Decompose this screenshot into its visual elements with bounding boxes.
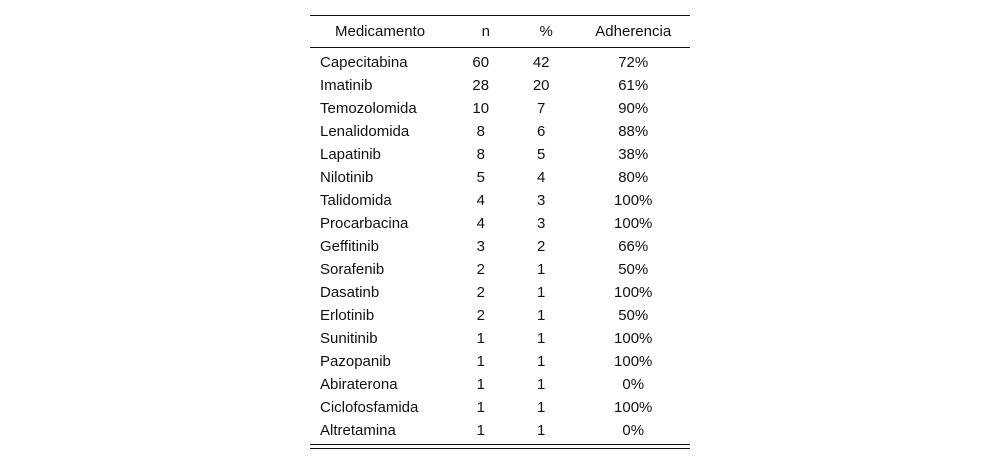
- table-row: [310, 74, 690, 97]
- cell-medication: Ciclofosfamida: [320, 399, 419, 416]
- header-row: [310, 16, 690, 48]
- table-row: [310, 48, 690, 75]
- table-row: [310, 327, 690, 350]
- table-row: [310, 189, 690, 212]
- cell-medication: Imatinib: [320, 77, 373, 94]
- cell-percent: 1: [537, 330, 546, 347]
- cell-adherence: 50%: [618, 261, 649, 278]
- cell-percent: 1: [537, 399, 546, 416]
- table-row: [310, 396, 690, 419]
- table-body: [310, 48, 690, 443]
- cell-medication: Nilotinib: [320, 169, 374, 186]
- adherence-table-container: [310, 15, 690, 449]
- cell-percent: 2: [537, 238, 546, 255]
- header-percent: %: [539, 23, 553, 40]
- cell-adherence: 80%: [618, 169, 649, 186]
- cell-n: 5: [476, 169, 485, 186]
- table-header: [310, 16, 690, 48]
- cell-percent: 42: [532, 54, 550, 71]
- cell-percent: 1: [537, 284, 546, 301]
- cell-n: 8: [476, 123, 485, 140]
- cell-percent: 1: [537, 261, 546, 278]
- cell-medication: Abiraterona: [320, 376, 398, 393]
- cell-medication: Pazopanib: [320, 353, 391, 370]
- cell-n: 2: [476, 307, 485, 324]
- table-row: [310, 373, 690, 396]
- cell-n: 10: [472, 100, 490, 117]
- cell-n: 3: [476, 238, 485, 255]
- cell-adherence: 38%: [618, 146, 649, 163]
- table-row: [310, 258, 690, 281]
- table-row: [310, 143, 690, 166]
- cell-adherence: 72%: [618, 54, 649, 71]
- cell-adherence: 100%: [614, 192, 653, 209]
- cell-n: 60: [472, 54, 490, 71]
- table-bottom-rule: [310, 444, 690, 449]
- cell-percent: 5: [537, 146, 546, 163]
- cell-adherence: 100%: [614, 399, 653, 416]
- cell-medication: Sunitinib: [320, 330, 378, 347]
- cell-medication: Temozolomida: [320, 100, 417, 117]
- cell-adherence: 88%: [618, 123, 649, 140]
- cell-n: 1: [476, 376, 485, 393]
- cell-n: 4: [476, 215, 485, 232]
- cell-n: 1: [476, 353, 485, 370]
- cell-n: 1: [476, 330, 485, 347]
- cell-medication: Erlotinib: [320, 307, 375, 324]
- cell-n: 2: [476, 261, 485, 278]
- cell-percent: 6: [537, 123, 546, 140]
- table-row: [310, 350, 690, 373]
- cell-percent: 1: [537, 422, 546, 439]
- cell-medication: Altretamina: [320, 422, 396, 439]
- cell-medication: Procarbacina: [320, 215, 409, 232]
- table-row: [310, 97, 690, 120]
- table-row: [310, 304, 690, 327]
- table-row: [310, 120, 690, 143]
- cell-percent: 1: [537, 376, 546, 393]
- cell-adherence: 90%: [618, 100, 649, 117]
- cell-adherence: 100%: [614, 215, 653, 232]
- table-row: [310, 281, 690, 304]
- cell-n: 2: [476, 284, 485, 301]
- cell-percent: 3: [537, 215, 546, 232]
- header-adherence: Adherencia: [595, 23, 672, 40]
- cell-medication: Dasatinb: [320, 284, 380, 301]
- cell-percent: 3: [537, 192, 546, 209]
- cell-n: 1: [476, 422, 485, 439]
- cell-adherence: 61%: [618, 77, 649, 94]
- cell-adherence: 0%: [622, 376, 645, 393]
- cell-adherence: 50%: [618, 307, 649, 324]
- adherence-table: [310, 15, 690, 442]
- cell-medication: Geffitinib: [320, 238, 379, 255]
- cell-n: 8: [476, 146, 485, 163]
- cell-medication: Lenalidomida: [320, 123, 410, 140]
- header-n: n: [481, 23, 490, 40]
- cell-medication: Lapatinib: [320, 146, 381, 163]
- cell-adherence: 100%: [614, 353, 653, 370]
- cell-adherence: 66%: [618, 238, 649, 255]
- cell-n: 4: [476, 192, 485, 209]
- cell-medication: Sorafenib: [320, 261, 385, 278]
- cell-adherence: 0%: [622, 422, 645, 439]
- cell-adherence: 100%: [614, 330, 653, 347]
- cell-medication: Talidomida: [320, 192, 392, 209]
- header-medication: Medicamento: [335, 23, 426, 40]
- cell-percent: 1: [537, 353, 546, 370]
- cell-n: 1: [476, 399, 485, 416]
- table-row: [310, 419, 690, 442]
- cell-medication: Capecitabina: [320, 54, 408, 71]
- cell-percent: 7: [537, 100, 546, 117]
- cell-adherence: 100%: [614, 284, 653, 301]
- cell-percent: 4: [537, 169, 546, 186]
- table-row: [310, 235, 690, 258]
- cell-percent: 20: [532, 77, 550, 94]
- table-row: [310, 166, 690, 189]
- cell-n: 28: [472, 77, 490, 94]
- cell-percent: 1: [537, 307, 546, 324]
- table-row: [310, 212, 690, 235]
